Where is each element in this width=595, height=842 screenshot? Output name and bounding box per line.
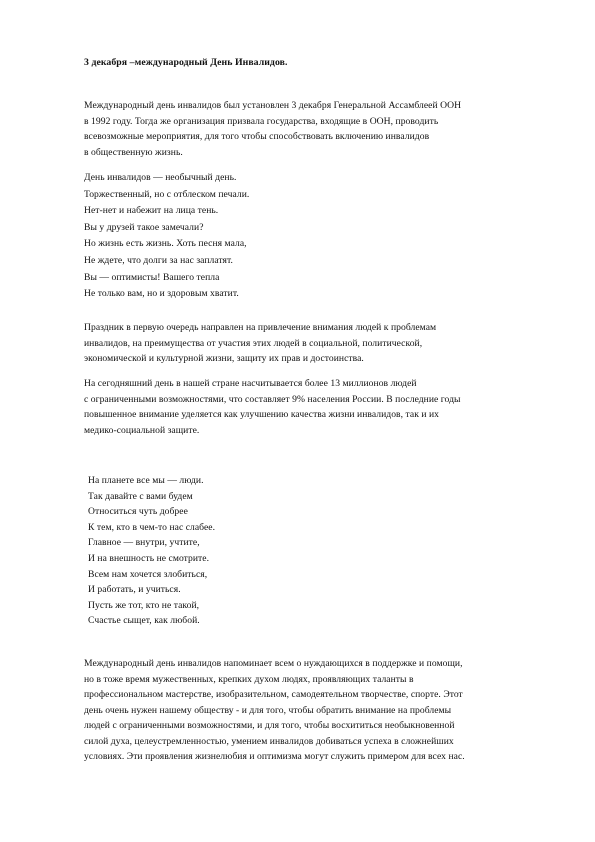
document-title: 3 декабря –международный День Инвалидов. bbox=[84, 57, 288, 68]
poem-line: На планете все мы — люди. bbox=[88, 475, 204, 486]
paragraph-line: силой духа, целеустремленностью, умением инвалидов добиваться успеха в сложнейших bbox=[84, 735, 454, 747]
intro-paragraph bbox=[84, 98, 554, 160]
poem-line: Торжественный, но с отблеском печали. bbox=[84, 188, 250, 200]
paragraph-line: условиях. Эти проявления жизнелюбия и оптимизма могут служить примером для всех нас. bbox=[84, 751, 465, 762]
paragraph-line: день очень нужен нашему обществу - и для того, чтобы обратить внимание на проблемы bbox=[84, 704, 452, 716]
poem-line: Не только вам, но и здоровым хватит. bbox=[84, 288, 239, 300]
poem-line: Пусть же тот, кто не такой, bbox=[88, 599, 200, 611]
poem-line: Вы — оптимисты! Вашего тепла bbox=[84, 271, 220, 283]
paragraph-line: На сегодняшний день в нашей стране насчитывается более 13 миллионов людей bbox=[84, 378, 417, 389]
poem-second bbox=[88, 473, 215, 629]
paragraph-line: медико-социальной защите. bbox=[84, 424, 200, 436]
poem-line: Не ждете, что долги за нас заплатят. bbox=[84, 254, 233, 266]
poem-line: И работать, и учиться. bbox=[88, 584, 181, 596]
poem-line: К тем, кто в чем-то нас слабее. bbox=[88, 521, 216, 533]
poem-line: Но жизнь есть жизнь. Хоть песня мала, bbox=[84, 238, 247, 250]
paragraph-line: инвалидов, на преимущества от участия этих людей в социальной, политической, bbox=[84, 337, 423, 349]
paragraph-second bbox=[84, 320, 554, 367]
poem-line: И на внешность не смотрите. bbox=[88, 552, 210, 564]
poem-line: Счастье сыщет, как любой. bbox=[88, 615, 200, 627]
paragraph-line: с ограниченными возможностями, что составляет 9% населения России. В последние годы bbox=[84, 393, 461, 405]
paragraph-fourth bbox=[84, 656, 554, 765]
poem-line: Вы у друзей такое замечали? bbox=[84, 221, 204, 233]
poem-line: Главное — внутри, учтите, bbox=[88, 537, 200, 549]
paragraph-line: всевозможные мероприятия, для того чтобы способствовать включению инвалидов bbox=[84, 131, 430, 142]
poem-line: Так давайте с вами будем bbox=[88, 490, 193, 502]
poem-line: Нет-нет и набежит на лица тень. bbox=[84, 205, 219, 217]
paragraph-line: в общественную жизнь. bbox=[84, 146, 183, 158]
paragraph-line: профессиональном мастерстве, изобразительном, самодеятельном творчестве, спорте. Этот bbox=[84, 689, 463, 700]
paragraph-line: экономической и культурной жизни, защиту их прав и достоинства. bbox=[84, 353, 364, 364]
paragraph-third bbox=[84, 376, 554, 438]
paragraph-line: Международный день инвалидов был установлен 3 декабря Генеральной Ассамблеей ООН bbox=[84, 100, 462, 111]
poem-line: Всем нам хочется злобиться, bbox=[88, 568, 208, 580]
poem-first bbox=[84, 170, 249, 303]
paragraph-line: людей с ограниченными возможностями, и для того, чтобы восхититься необыкновенной bbox=[84, 720, 455, 731]
paragraph-line: повышенное внимание уделяется как улучшению качества жизни инвалидов, так и их bbox=[84, 409, 440, 420]
paragraph-line: Международный день инвалидов напоминает всем о нуждающихся в поддержке и помощи, bbox=[84, 658, 463, 669]
paragraph-line: но в тоже время мужественных, крепких духом людях, проявляющих таланты в bbox=[84, 673, 414, 685]
poem-line: Относиться чуть добрее bbox=[88, 506, 188, 518]
paragraph-line: в 1992 году. Тогда же организация призвала государства, входящие в ООН, проводить bbox=[84, 115, 439, 127]
poem-line: День инвалидов — необычный день. bbox=[84, 172, 237, 183]
paragraph-line: Праздник в первую очередь направлен на привлечение внимания людей к проблемам bbox=[84, 322, 437, 333]
